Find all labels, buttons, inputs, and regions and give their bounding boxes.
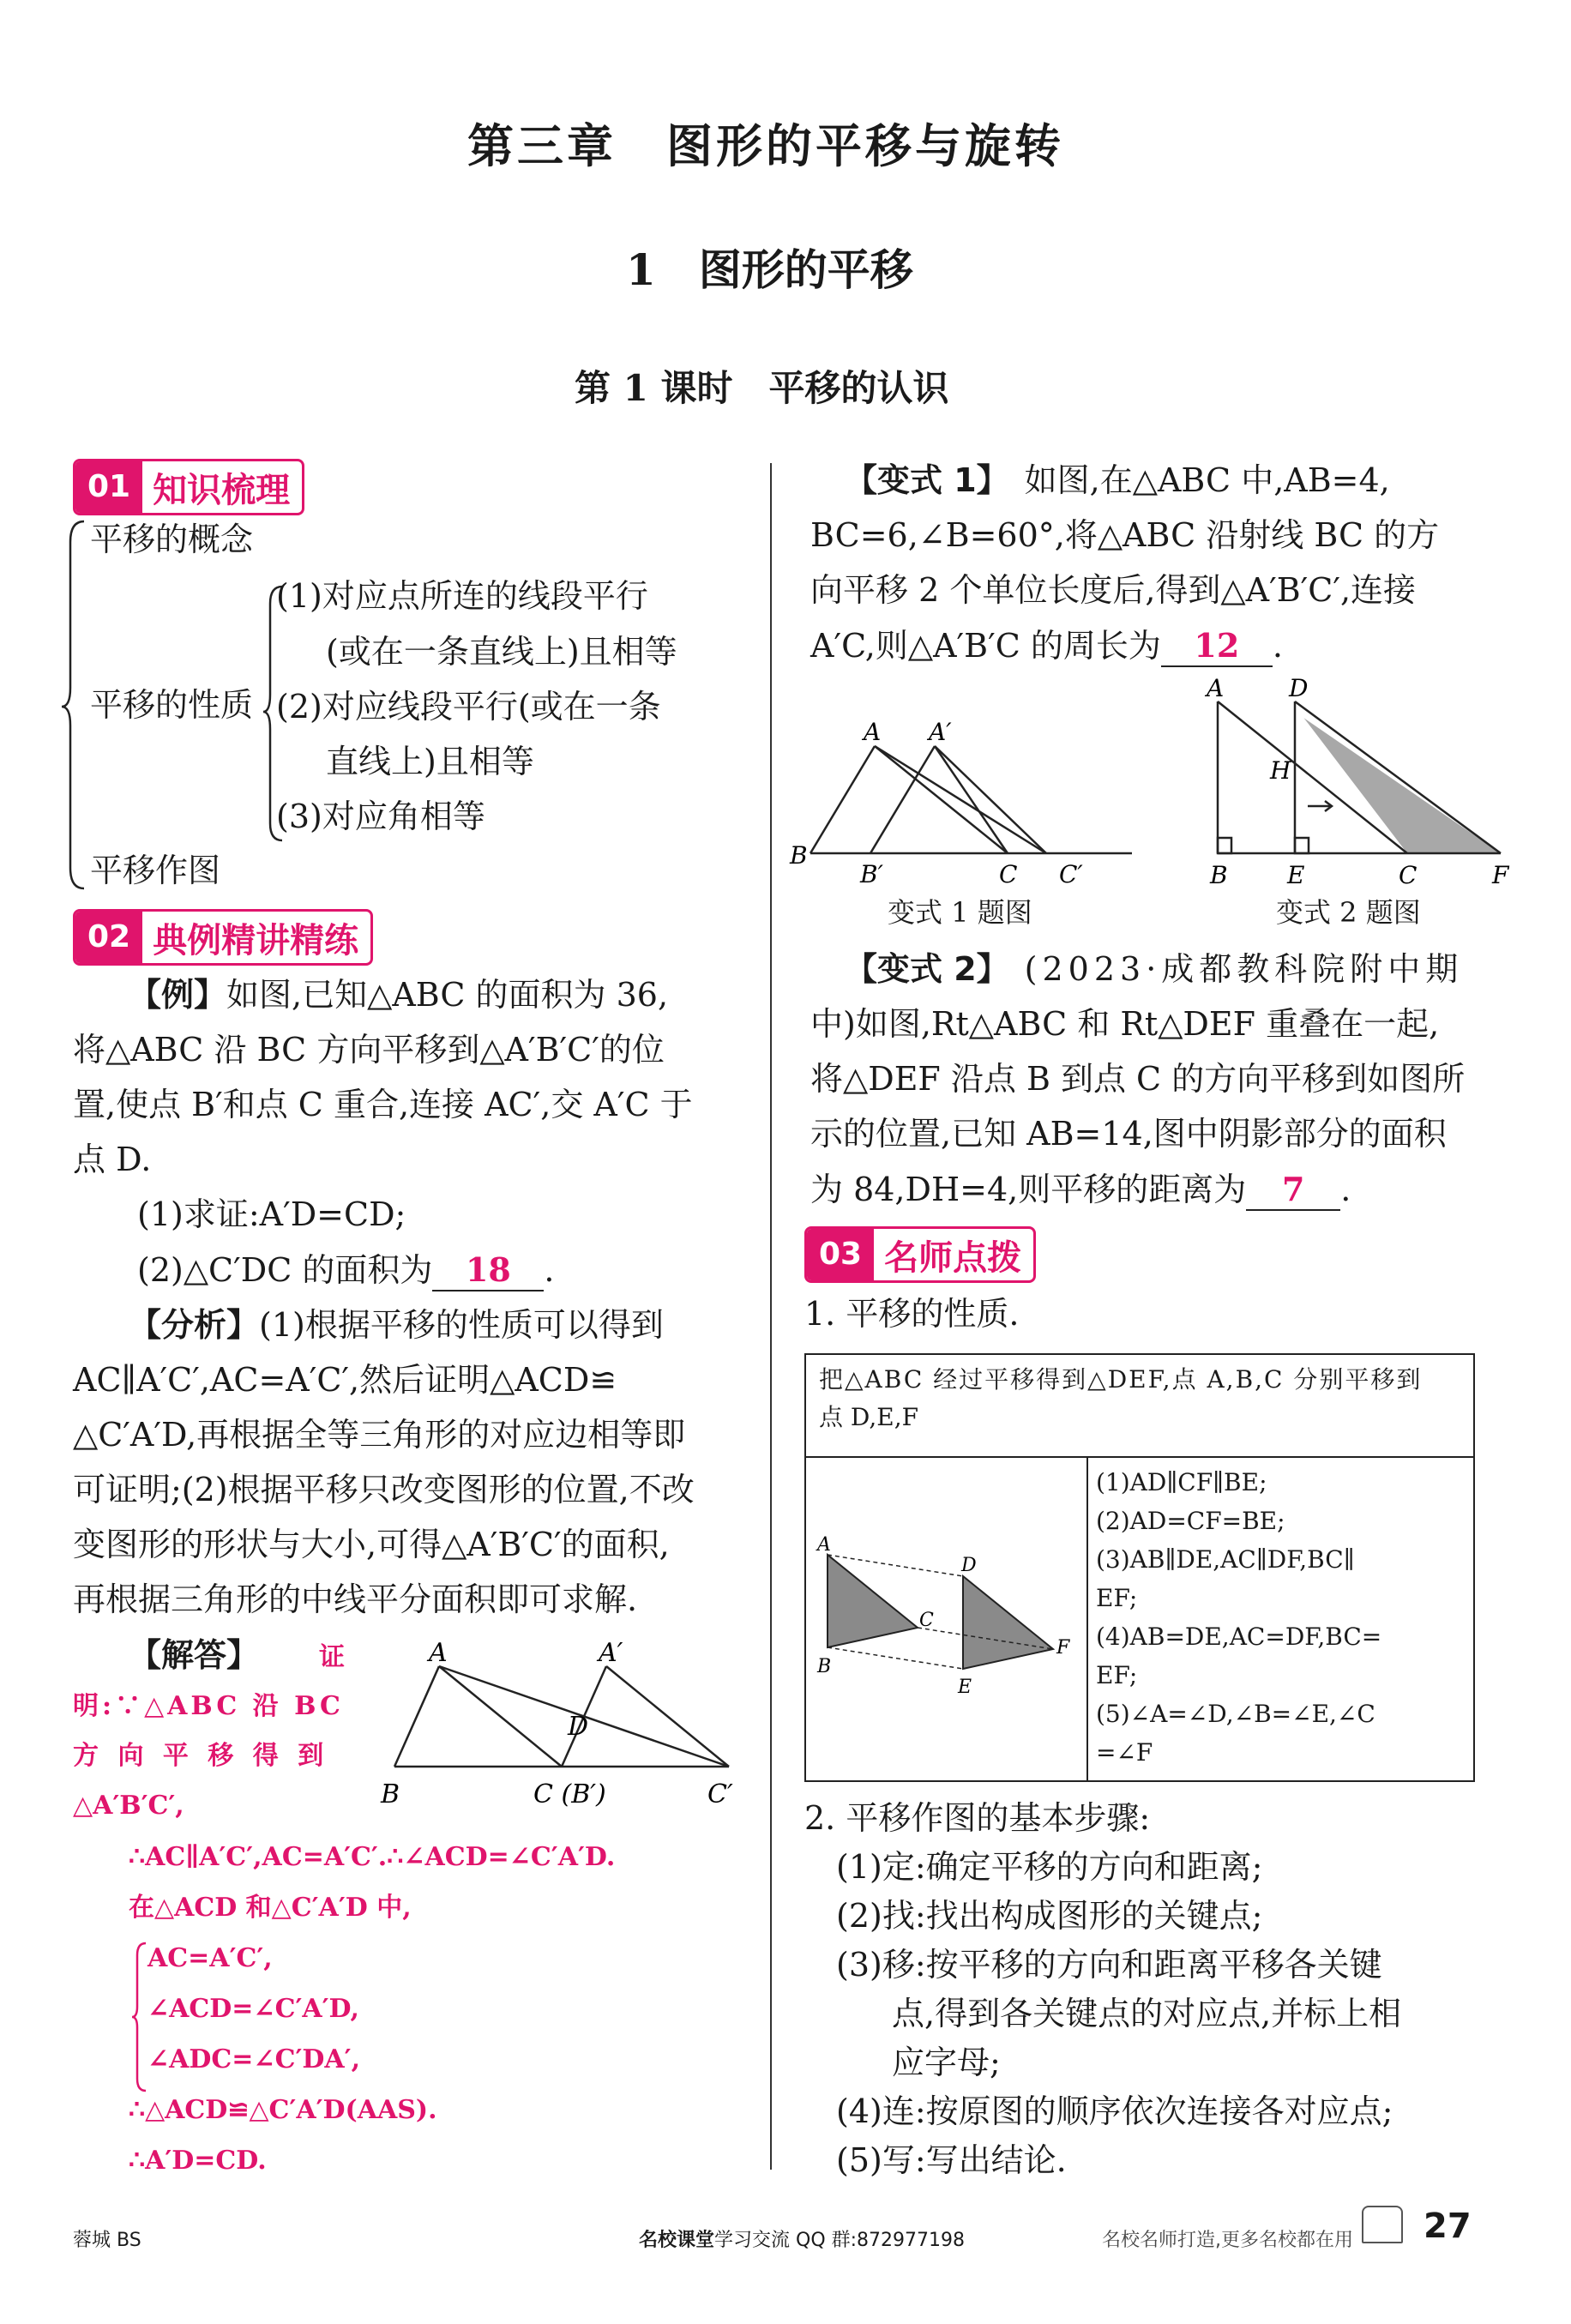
footer-center [639, 2230, 965, 2252]
table-prop-3a: (3)AB∥DE,AC∥DF,BC∥ [1096, 1545, 1355, 1574]
solution-line-6: 在△ACD 和△C′A′D 中, [129, 1893, 412, 1923]
segment-ac [439, 1666, 562, 1767]
answer-blank: 12 [1161, 626, 1273, 667]
variant1-tag: 【变式 1】 [845, 461, 1009, 499]
variant2-line-3: 将△DEF 沿点 B 到点 C 的方向平移到如图所 [810, 1060, 1466, 1098]
solution-brace [130, 1940, 149, 2094]
variant2-figure [1196, 677, 1522, 888]
property-2b: 直线上)且相等 [326, 743, 534, 780]
dash-be [828, 1647, 963, 1669]
solution-line-3: 方 向 平 移 得 到 [73, 1741, 329, 1771]
label-B: B [790, 841, 808, 870]
variant1-text: 如图,在△ABC 中,AB=4, [1024, 461, 1390, 499]
variant1-text-4: A′C,则△A′B′C 的周长为 [810, 627, 1161, 665]
label-C: C [1399, 861, 1418, 888]
segment-a2c [935, 746, 1008, 853]
label-C2: C′ [707, 1779, 733, 1809]
property-1b: (或在一条直线上)且相等 [326, 633, 677, 671]
question-1: (1)求证:A′D=CD; [137, 1195, 406, 1233]
label-C-B2: C (B′) [533, 1779, 606, 1809]
solution-line-7: AC=A′C′, [147, 1943, 273, 1973]
step-2: (2)找:找出构成图形的关键点; [836, 1897, 1263, 1935]
solution-line-9: ∠ADC=∠C′DA′, [147, 2044, 361, 2074]
step-3c: 应字母; [892, 2044, 1001, 2081]
variant2-line-4: 示的位置,已知 AB=14,图中阴影部分的面积 [810, 1115, 1447, 1153]
table-prop-2: (2)AD=CF=BE; [1096, 1507, 1285, 1535]
section-title: 1 图形的平移 [626, 244, 913, 295]
answer-blank: 18 [432, 1250, 544, 1291]
variant1-caption: 变式 1 题图 [888, 896, 1032, 929]
footer-brand: 名校课堂 [639, 2230, 715, 2251]
segment-ac [875, 746, 1008, 853]
property-2a: (2)对应线段平行(或在一条 [276, 688, 661, 725]
step-3b: 点,得到各关键点的对应点,并标上相 [892, 1995, 1402, 2032]
analysis-tag: 【分析】 [129, 1306, 260, 1344]
solution-line-11: ∴A′D=CD. [129, 2146, 267, 2176]
label-E: E [958, 1677, 972, 1698]
segment-a2c2 [935, 746, 1046, 853]
variant1-line-1 [845, 461, 1390, 501]
period: . [544, 1251, 555, 1289]
step-5: (5)写:写出结论. [836, 2141, 1067, 2179]
variant2-line-2: 中)如图,Rt△ABC 和 Rt△DEF 重叠在一起, [810, 1005, 1440, 1043]
triangle-abc [828, 1555, 918, 1647]
step-4: (4)连:按原图的顺序依次连接各对应点; [836, 2092, 1393, 2130]
footer-right: 名校名师打造,更多名校都在用 [1102, 2230, 1353, 2251]
tip-heading-2: 2. 平移作图的基本步骤: [804, 1799, 1151, 1837]
example-figure [377, 1634, 755, 1822]
answer-tag: 【解答】 [129, 1636, 260, 1674]
label-H: H [1270, 756, 1291, 785]
label-D: D [568, 1712, 589, 1742]
label-A: A [864, 718, 882, 746]
table-header-line-2: 点 D,E,F [819, 1403, 919, 1431]
table-header-line-1: 把△ABC 经过平移得到△DEF,点 A,B,C 分别平移到 [819, 1365, 1423, 1394]
table-prop-1: (1)AD∥CF∥BE; [1096, 1468, 1267, 1496]
example-tag: 【例】 [129, 976, 227, 1014]
solution-line-1: 证 [319, 1642, 345, 1672]
analysis-line-1 [129, 1306, 664, 1346]
segment-a2c2 [606, 1666, 729, 1767]
variant1-line-4 [810, 626, 1283, 667]
property-1a: (1)对应点所连的线段平行 [276, 577, 648, 615]
example-line-1 [129, 976, 668, 1015]
tip-heading-1: 1. 平移的性质. [804, 1295, 1020, 1333]
table-figure [810, 1525, 1085, 1713]
example-line-3: 置,使点 B′和点 C 重合,连接 AC′,交 A′C 于 [73, 1086, 693, 1123]
segment-ab [810, 746, 875, 853]
label-D: D [961, 1555, 977, 1576]
variant1-line-3: 向平移 2 个单位长度后,得到△A′B′C′,连接 [810, 571, 1417, 609]
label-A2: A′ [599, 1638, 623, 1668]
section-01-header [73, 459, 304, 515]
variant1-line-2: BC=6,∠B=60°,将△ABC 沿射线 BC 的方 [810, 516, 1440, 554]
concept-label: 平移的概念 [90, 521, 254, 558]
lesson-title: 第 1 课时 平移的认识 [575, 367, 949, 409]
triangle-def [963, 1576, 1053, 1669]
label-F: F [1492, 861, 1509, 888]
variant2-text-5: 为 84,DH=4,则平移的距离为 [810, 1171, 1247, 1208]
step-1: (1)定:确定平移的方向和距离; [836, 1848, 1263, 1886]
analysis-line-2: AC∥A′C′,AC=A′C′,然后证明△ACD≌ [73, 1361, 617, 1399]
example-text: 如图,已知△ABC 的面积为 36, [226, 976, 669, 1014]
variant2-line-1 [845, 950, 1463, 990]
solution-line-10: ∴△ACD≌△C′A′D(AAS). [129, 2095, 437, 2125]
label-C: C [919, 1610, 934, 1631]
table-prop-5a: (5)∠A=∠D,∠B=∠E,∠C [1096, 1700, 1375, 1728]
section-02-header [73, 909, 373, 966]
label-C: C [999, 860, 1018, 888]
section-heading: 名师点拨 [884, 1237, 1022, 1278]
label-F: F [1056, 1637, 1070, 1659]
analysis-text: (1)根据平移的性质可以得到 [259, 1306, 664, 1344]
solution-line-8: ∠ACD=∠C′A′D, [147, 1994, 359, 2024]
variant2-tag: 【变式 2】 [845, 950, 1009, 988]
variant2-line-5 [810, 1170, 1351, 1211]
label-B2: B′ [860, 860, 883, 888]
variant2-text: (2023·成都教科院附中期 [1024, 950, 1464, 988]
section-number: 02 [75, 912, 142, 963]
variant1-figure [785, 716, 1145, 888]
column-divider [770, 463, 772, 2170]
label-C2: C′ [1059, 860, 1083, 888]
footer-left: 蓉城 BS [73, 2230, 141, 2251]
property-label: 平移的性质 [90, 686, 254, 724]
table-prop-5b: =∠F [1096, 1738, 1153, 1767]
segment-a2b2 [870, 746, 935, 853]
question-2-text: (2)△C′DC 的面积为 [137, 1251, 433, 1289]
label-A: A [817, 1534, 831, 1556]
variant2-caption: 变式 2 题图 [1276, 896, 1421, 929]
footer-qq: 学习交流 QQ 群:872977198 [714, 2230, 966, 2251]
step-3a: (3)移:按平移的方向和距离平移各关键 [836, 1946, 1382, 1984]
segment-ac2 [875, 746, 1046, 853]
label-A: A [429, 1638, 448, 1668]
page-number: 27 [1424, 2207, 1472, 2246]
label-B: B [817, 1656, 832, 1677]
segment-ab [394, 1666, 439, 1767]
section-number: 03 [807, 1229, 874, 1280]
label-B: B [1210, 861, 1228, 888]
solution-line-4: △A′B′C′, [73, 1791, 184, 1821]
label-E: E [1287, 861, 1305, 888]
table-prop-4b: EF; [1096, 1661, 1138, 1689]
brand-logo-icon [1362, 2206, 1403, 2243]
chapter-title: 第三章 图形的平移与旋转 [467, 118, 1064, 173]
label-A: A [1207, 677, 1225, 702]
analysis-line-4: 可证明;(2)根据平移只改变图形的位置,不改 [73, 1471, 695, 1508]
table-prop-3b: EF; [1096, 1584, 1138, 1612]
answer-blank: 7 [1246, 1170, 1340, 1211]
drawing-label: 平移作图 [90, 852, 221, 889]
solution-line-5: ∴AC∥A′C′,AC=A′C′.∴∠ACD=∠C′A′D. [129, 1842, 616, 1872]
label-A2: A′ [929, 718, 952, 746]
outline-brace [60, 516, 94, 894]
solution-line-2: 明:∵△ABC 沿 BC [73, 1691, 344, 1721]
question-2 [137, 1250, 554, 1291]
label-D: D [1289, 677, 1309, 702]
analysis-line-6: 再根据三角形的中线平分面积即可求解. [73, 1580, 638, 1618]
section-heading: 知识梳理 [153, 470, 291, 510]
table-column-divider [1086, 1456, 1088, 1782]
label-B: B [381, 1779, 400, 1809]
period: . [1272, 627, 1283, 665]
period: . [1340, 1171, 1351, 1208]
example-line-2: 将△ABC 沿 BC 方向平移到△A′B′C′的位 [73, 1031, 665, 1069]
analysis-line-5: 变图形的形状与大小,可得△A′B′C′的面积, [73, 1526, 670, 1563]
table-prop-4a: (4)AB=DE,AC=DF,BC= [1096, 1623, 1382, 1651]
section-03-header [804, 1226, 1036, 1283]
analysis-line-3: △C′A′D,再根据全等三角形的对应边相等即 [73, 1416, 686, 1454]
section-heading: 典例精讲精练 [153, 920, 359, 960]
right-angle-b [1218, 838, 1231, 853]
example-line-4: 点 D. [73, 1141, 152, 1178]
property-3: (3)对应角相等 [276, 798, 485, 835]
section-number: 01 [75, 461, 142, 513]
